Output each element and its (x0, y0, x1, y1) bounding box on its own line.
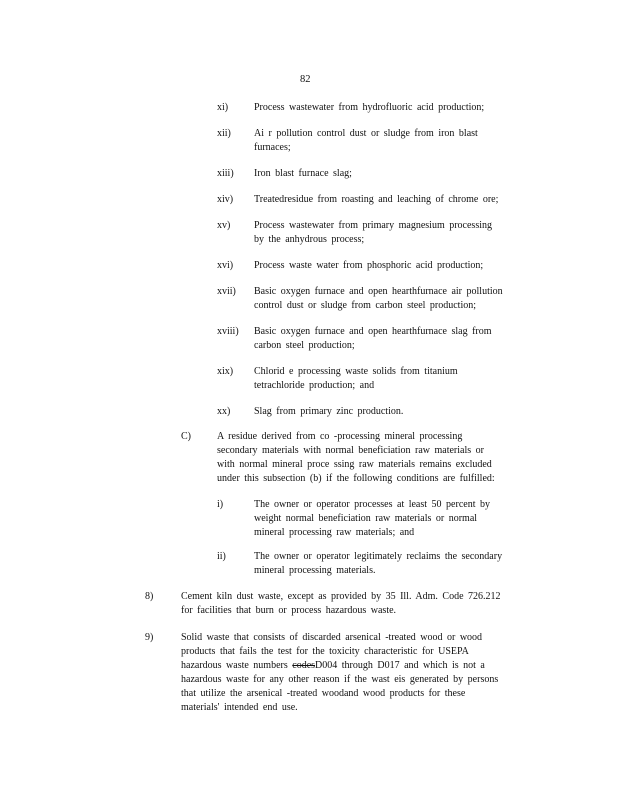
text-line: that utilize the arsenical -treated woodand wood products for these (181, 688, 466, 699)
item-label: xv) (217, 220, 231, 231)
text-line: tetrachloride production; and (254, 380, 375, 391)
item-label: xii) (217, 128, 231, 139)
item-label: 9) (145, 632, 154, 643)
text-line: carbon steel production; (254, 340, 355, 351)
text-line (181, 659, 541, 673)
item-label: C) (181, 431, 191, 442)
text-line: Process wastewater from primary magnesium processing (254, 220, 492, 231)
text-line: Chlorid e processing waste solids from titanium (254, 366, 458, 377)
item-body (181, 631, 541, 715)
item-body (254, 325, 544, 353)
item-body (254, 285, 544, 313)
item-label: xviii) (217, 326, 239, 337)
text-line: Iron blast furnace slag; (254, 168, 352, 179)
text-line: Slag from primary zinc production. (254, 406, 404, 417)
item-body (254, 259, 544, 273)
text-line: hazardous waste for any other reason if the wast eis generated by persons (181, 674, 499, 685)
text-line: with normal mineral proce ssing raw materials remains excluded (217, 459, 492, 470)
item-body (181, 590, 541, 618)
text-line: control dust or sludge from carbon steel production; (254, 300, 477, 311)
item-body (217, 430, 537, 486)
text-line: under this subsection (b) if the following conditions are fulfilled: (217, 473, 495, 484)
text-line: The owner or operator processes at least 50 percent by (254, 499, 490, 510)
text-line: Basic oxygen furnace and open hearthfurnace slag from (254, 326, 492, 337)
item-body (254, 219, 544, 247)
text-line: weight normal beneficiation raw materials or normal (254, 513, 478, 524)
item-body (254, 127, 544, 155)
text-line: mineral processing raw materials; and (254, 527, 415, 538)
text-line: Process waste water from phosphoric acid production; (254, 260, 484, 271)
text-segment: D004 through D017 and which is not a (315, 660, 485, 671)
item-body (254, 101, 544, 115)
text-line: Process wastewater from hydrofluoric acid production; (254, 102, 485, 113)
text-line: A residue derived from co -processing mineral processing (217, 431, 463, 442)
item-label: ii) (217, 551, 226, 562)
text-line: secondary materials with normal beneficiation raw materials or (217, 445, 484, 456)
text-line: Solid waste that consists of discarded arsenical -treated wood or wood (181, 632, 483, 643)
text-line: products that fails the test for the toxicity characteristic for USEPA (181, 646, 469, 657)
item-label: xx) (217, 406, 231, 417)
text-segment: hazardous waste numbers (181, 660, 288, 671)
item-body (254, 167, 544, 181)
text-line: for facilities that burn or process hazardous waste. (181, 605, 397, 616)
text-line: Cement kiln dust waste, except as provided by 35 Ill. Adm. Code 726.212 (181, 591, 501, 602)
text-line: mineral processing materials. (254, 565, 376, 576)
text-line: The owner or operator legitimately reclaims the secondary (254, 551, 503, 562)
item-label: i) (217, 499, 224, 510)
item-body (254, 193, 544, 207)
item-body (254, 405, 544, 419)
item-body (254, 498, 544, 540)
text-line: Treatedresidue from roasting and leaching of chrome ore; (254, 194, 499, 205)
item-label: xi) (217, 102, 229, 113)
struck-text: codes (292, 660, 316, 671)
item-label: xvi) (217, 260, 234, 271)
item-label: xiii) (217, 168, 234, 179)
item-label: xvii) (217, 286, 236, 297)
text-line: materials' intended end use. (181, 702, 298, 713)
item-body (254, 550, 544, 578)
item-label: xiv) (217, 194, 234, 205)
text-line: furnaces; (254, 142, 291, 153)
item-label: xix) (217, 366, 234, 377)
item-label: 8) (145, 591, 154, 602)
item-body (254, 365, 544, 393)
text-line: Basic oxygen furnace and open hearthfurnace air pollution (254, 286, 503, 297)
page-number: 82 (300, 74, 311, 85)
text-line: by the anhydrous process; (254, 234, 365, 245)
text-line: Ai r pollution control dust or sludge from iron blast (254, 128, 478, 139)
